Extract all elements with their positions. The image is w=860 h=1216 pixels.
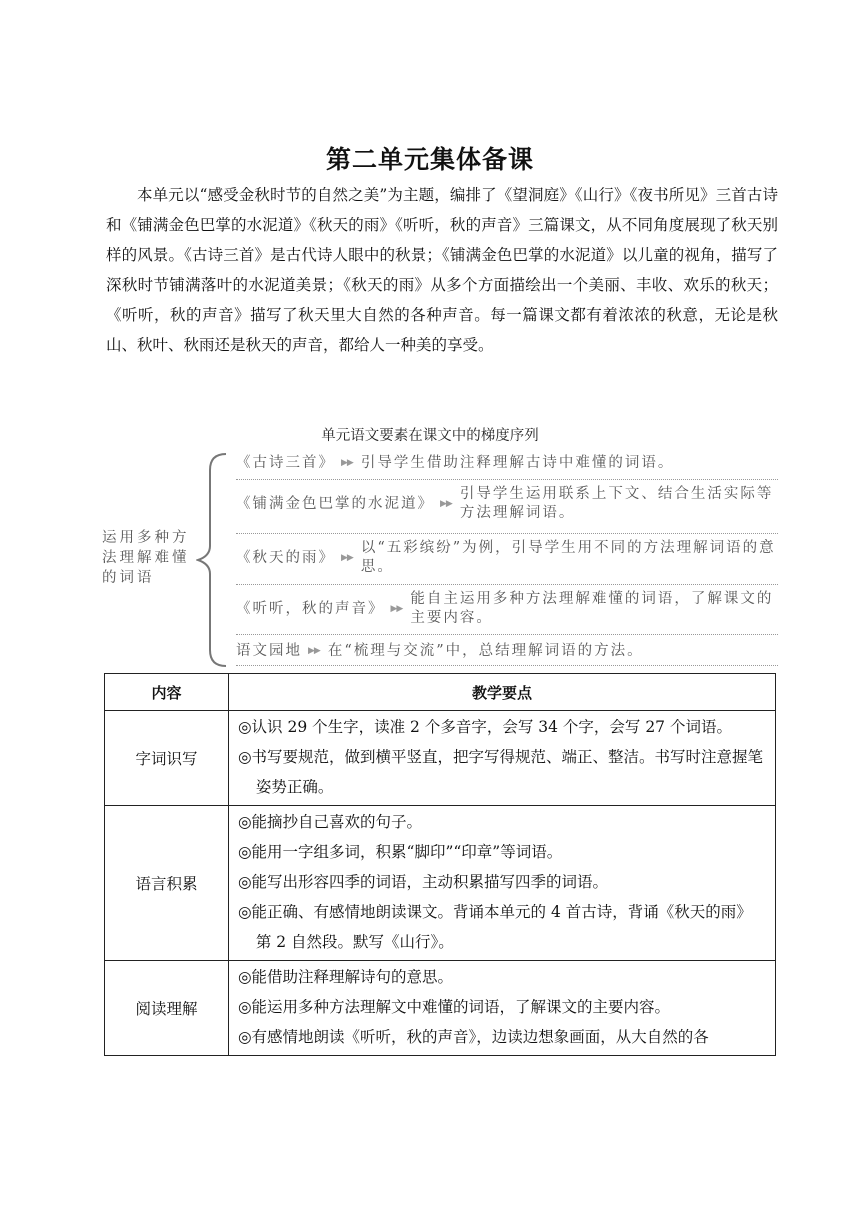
teaching-point: ◎能借助注释理解诗句的意思。 bbox=[238, 968, 454, 986]
dotted-divider bbox=[236, 584, 778, 585]
teaching-point: ◎能写出形容四季的词语，主动积累描写四季的词语。 bbox=[238, 873, 609, 891]
table-cut-edge bbox=[104, 1084, 778, 1087]
lesson-point: 在“梳理与交流”中，总结理解词语的方法。 bbox=[327, 643, 644, 659]
teaching-point: ◎有感情地朗读《听听，秋的声音》，边读边想象画面，从大自然的各 bbox=[238, 1028, 709, 1046]
dotted-divider bbox=[236, 634, 778, 635]
lesson-name: 《铺满金色巴掌的水泥道》 bbox=[236, 495, 434, 512]
teaching-points-table bbox=[104, 673, 776, 1056]
teaching-point: ◎能正确、有感情地朗读课文。背诵本单元的 4 首古诗，背诵《秋天的雨》第 2 自然段。默写《山行》。 bbox=[238, 903, 752, 951]
table-points bbox=[229, 711, 776, 806]
lesson-name: 《古诗三首》 bbox=[236, 455, 335, 471]
curly-brace-icon bbox=[196, 452, 236, 668]
diagram-row bbox=[236, 539, 776, 577]
page-title: 第二单元集体备课 bbox=[325, 145, 534, 174]
dotted-divider bbox=[236, 665, 778, 666]
table-row bbox=[105, 711, 776, 806]
lesson-name: 《秋天的雨》 bbox=[236, 549, 335, 566]
teaching-point: ◎认识 29 个生字，读准 2 个多音字，会写 34 个字，会写 27 个词语。 bbox=[238, 718, 732, 736]
lesson-name: 《听听，秋的声音》 bbox=[236, 600, 385, 617]
double-arrow-icon: ▶▶ bbox=[440, 498, 452, 509]
table-header-points: 教学要点 bbox=[229, 674, 776, 711]
lesson-point: 引导学生借助注释理解古诗中难懂的词语。 bbox=[360, 455, 675, 471]
teaching-point: ◎能摘抄自己喜欢的句子。 bbox=[238, 813, 423, 831]
table-category: 阅读理解 bbox=[105, 961, 229, 1056]
table-row bbox=[105, 806, 776, 961]
table-points bbox=[229, 806, 776, 961]
double-arrow-icon: ▶▶ bbox=[308, 646, 320, 656]
table-category: 字词识写 bbox=[105, 711, 229, 806]
diagram-row bbox=[236, 485, 776, 523]
diagram-row bbox=[236, 642, 776, 661]
lesson-name: 语文园地 bbox=[236, 643, 302, 659]
table-row bbox=[105, 961, 776, 1056]
diagram-root-label: 运用多种方法理解难懂的词语 bbox=[102, 530, 190, 586]
table-category: 语言积累 bbox=[105, 806, 229, 961]
diagram-caption: 单元语文要素在课文中的梯度序列 bbox=[321, 428, 539, 444]
double-arrow-icon: ▶▶ bbox=[341, 552, 353, 563]
double-arrow-icon: ▶▶ bbox=[341, 458, 353, 468]
intro-text: 本单元以“感受金秋时节的自然之美”为主题，编排了《望洞庭》《山行》《夜书所见》三首古诗和《铺满金色巴掌的水泥道》《秋天的雨》《听听，秋的声音》三篇课文，从不同角度展现了秋天别样的风景。《古诗三首》是古代诗人眼中的秋景；《铺满金色巴掌的水泥道》以儿童的视角，描写了深秋时节铺满落叶的水泥道美景；《秋天的雨》从多个方面描绘出一个美丽、丰收、欢乐的秋天；《听听，秋的声音》描写了秋天里大自然的各种声音。每一篇课文都有着浓浓的秋意，无论是秋山、秋叶、秋雨还是秋天的声音，都给人一种美的享受。 bbox=[106, 186, 778, 354]
diagram-row bbox=[236, 590, 776, 628]
dotted-divider bbox=[236, 479, 778, 480]
diagram-row bbox=[236, 454, 776, 473]
teaching-point: ◎能用一字组多词，积累“脚印”“印章”等词语。 bbox=[238, 843, 563, 861]
lesson-point: 引导学生运用联系上下文、结合生活实际等方法理解词语。 bbox=[459, 486, 774, 521]
table-header-row bbox=[105, 674, 776, 711]
teaching-point: ◎书写要规范，做到横平竖直，把字写得规范、端正、整洁。书写时注意握笔姿势正确。 bbox=[238, 748, 764, 796]
intro-paragraph bbox=[106, 180, 778, 360]
table-points bbox=[229, 961, 776, 1056]
dotted-divider bbox=[236, 533, 778, 534]
lesson-point: 以“五彩缤纷”为例，引导学生用不同的方法理解词语的意思。 bbox=[360, 540, 776, 575]
table-header-content: 内容 bbox=[105, 674, 229, 711]
teaching-point: ◎能运用多种方法理解文中难懂的词语，了解课文的主要内容。 bbox=[238, 998, 671, 1016]
double-arrow-icon: ▶▶ bbox=[390, 603, 403, 614]
lesson-point: 能自主运用多种方法理解难懂的词语，了解课文的主要内容。 bbox=[410, 591, 774, 626]
